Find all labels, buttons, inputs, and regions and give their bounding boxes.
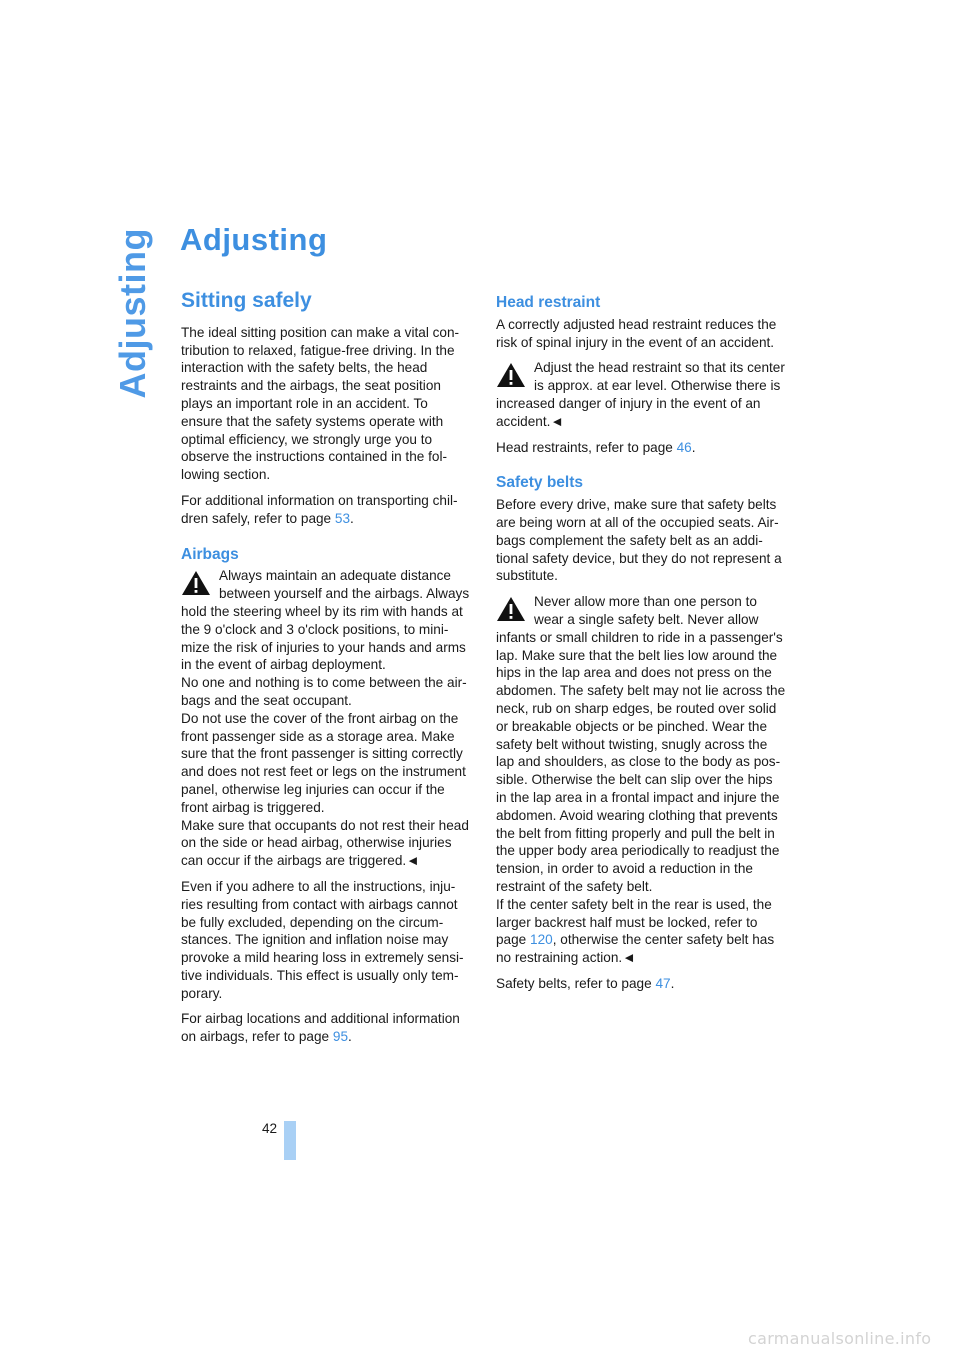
safety-belt-warning: Never allow more than one person to wear a single safety belt. Never allow infants or small children to ride in a passenger's lap. Make sure that the belt lies low around the hips in the lap area and does not press on the abdomen. The safety belt may not lie across the neck, rub on sharp edges, be routed over solid or breakable objects or be pinched. Wear the safety belt without twisting, snugly across the lap and shoulders, as close to the body as pos- sible. Otherwise the belt can slip over the hips in the lap area in a frontal impact and injure the abdomen. Avoid wearing clothing that prevents the belt from fitting properly and pull the belt in the upper body area periodically to readjust the tension, in order to avoid a reduction in the restraint of the safety belt. If the center safety belt in the rear is used, the larger backrest half must be locked, refer to page 120, otherwise the center safety belt has no restraining action.◄ — [496, 594, 786, 966]
paragraph-head-restraint-ref: Head restraints, refer to page 46. — [496, 439, 696, 455]
warning-triangle-icon — [496, 596, 526, 622]
warning-triangle-icon — [181, 570, 211, 596]
watermark: carmanualsonline.info — [748, 1329, 932, 1348]
page-link-53[interactable]: 53 — [334, 510, 351, 526]
page-title: Adjusting — [180, 222, 328, 257]
right-column — [496, 294, 788, 1001]
paragraph-sitting-intro: The ideal sitting position can make a vital con- tribution to relaxed, fatigue-free driving. In the interaction with the safety belts, the head restraints and the airbags, the seat position plays an important role in an accident. To ensure that the safety systems operate with optimal efficiency, we strongly urge you to observe the instructions contained in the fol- lowing section. — [181, 324, 460, 483]
heading-sitting-safely: Sitting safely — [181, 289, 312, 312]
paragraph-airbag-risk: Even if you adhere to all the instructions, inju- ries resulting from contact with airbags cannot be fully excluded, depending on the circum- stances. The ignition and inflation noise may provoke a mild hearing loss in extremely sensi- tive individuals. This effect is usually only tem- porary. — [181, 878, 464, 1001]
paragraph-safety-belts-ref: Safety belts, refer to page 47. — [496, 975, 675, 991]
paragraph-children-ref: For additional information on transporting chil- dren safely, refer to page 53. — [181, 492, 458, 526]
airbag-warning: Always maintain an adequate distance between yourself and the airbags. Always hold the steering wheel by its rim with hands at the 9 o'clock and 3 o'clock positions, to mini- mize the risk of injuries to your hands and arms in the event of airbag deployment. No one and nothing is to come between the air- bags and the seat occupant. Do not use the cover of the front airbag on the front passenger side as a storage area. Make sure that the front passenger is sitting correctly and does not rest feet or legs on the instrument panel, otherwise leg injuries can occur if the front airbag is triggered. Make sure that occupants do not rest their head on the side or head airbag, otherwise injuries can occur if the airbags are triggered.◄ — [181, 568, 470, 869]
page-link-120[interactable]: 120 — [530, 932, 553, 948]
head-restraint-warning: Adjust the head restraint so that its center is approx. at ear level. Otherwise there is increased danger of injury in the event of an accident.◄ — [496, 360, 785, 429]
side-section-tab: Adjusting — [112, 228, 153, 399]
heading-safety-belts: Safety belts — [496, 474, 584, 492]
left-column — [181, 290, 473, 1054]
paragraph-head-restraint: A correctly adjusted head restraint reduces the risk of spinal injury in the event of an accident. — [496, 316, 777, 350]
paragraph-airbag-ref: For airbag locations and additional information on airbags, refer to page 95. — [181, 1011, 460, 1045]
page-number-bar — [284, 1121, 296, 1160]
page-link-95[interactable]: 95 — [332, 1029, 349, 1045]
page-number: 42 — [262, 1121, 278, 1136]
heading-head-restraint: Head restraint — [496, 294, 601, 311]
paragraph-safety-belts: Before every drive, make sure that safety belts are being worn at all of the occupied seats. Air- bags complement the safety belt as an addi- tional safety device, but they do not represent a substitute. — [496, 497, 782, 584]
warning-triangle-icon — [496, 362, 526, 388]
heading-airbags: Airbags — [181, 545, 239, 563]
page-link-47[interactable]: 47 — [655, 975, 671, 991]
page-link-46[interactable]: 46 — [676, 439, 692, 455]
